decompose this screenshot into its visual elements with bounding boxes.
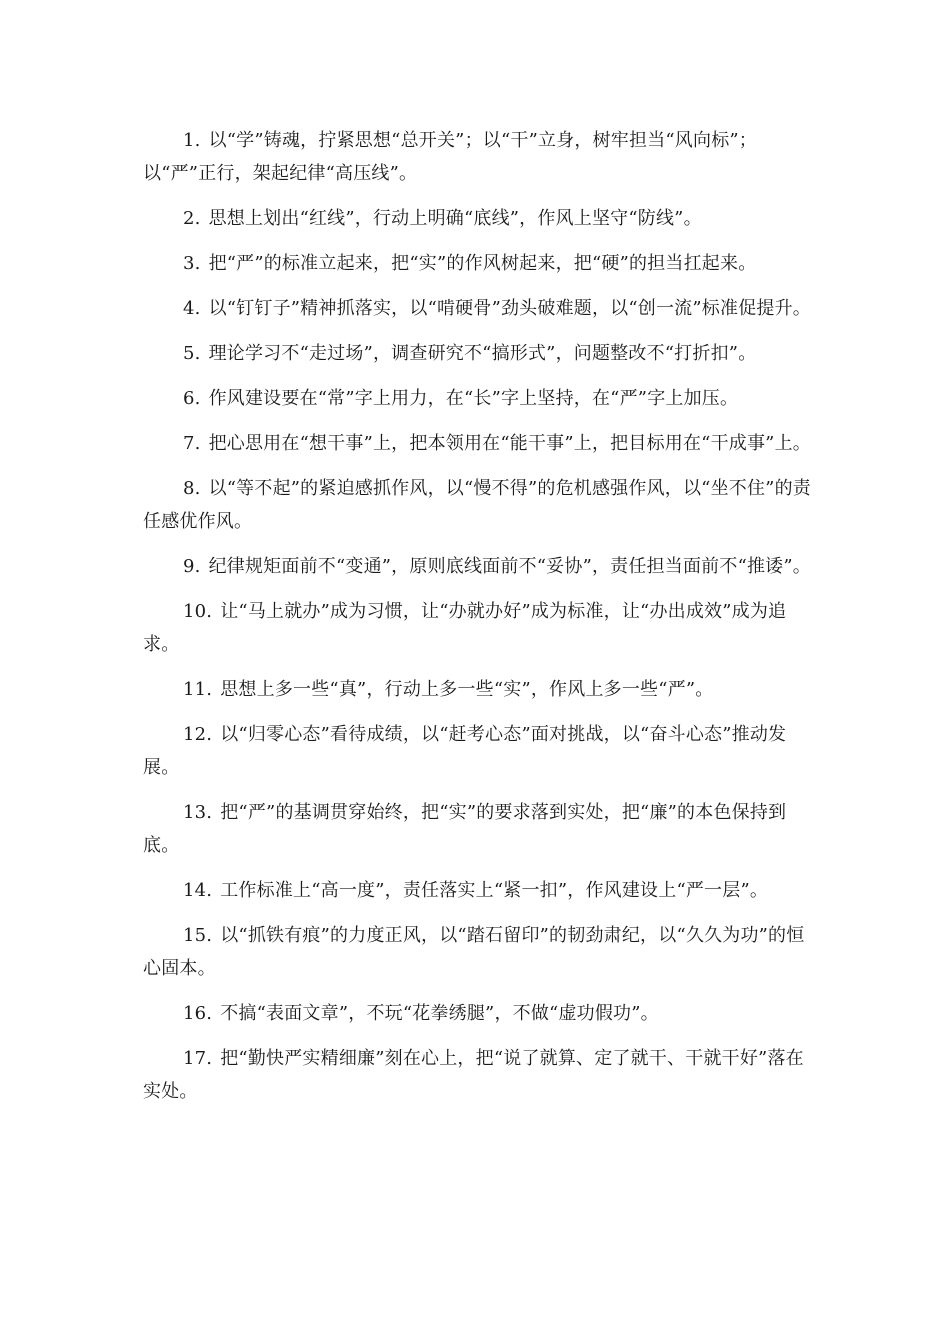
- list-item: [143, 472, 813, 538]
- list-item: [143, 550, 813, 583]
- list-item: [143, 919, 813, 985]
- item-text: 以“抓铁有痕”的力度正风，以“踏石留印”的韧劲肃纪，以“久久为功”的恒心固本。: [143, 925, 805, 979]
- item-number: 11.: [183, 679, 213, 700]
- item-number: 12.: [183, 724, 213, 745]
- item-number: 7.: [183, 433, 201, 454]
- item-text: 把“勤快严实精细廉”刻在心上，把“说了就算、定了就干、干就干好”落在实处。: [143, 1048, 804, 1102]
- item-number: 13.: [183, 802, 213, 823]
- item-text: 作风建设要在“常”字上用力，在“长”字上坚持，在“严”字上加压。: [208, 388, 739, 409]
- item-number: 16.: [183, 1003, 213, 1024]
- item-text: 以“钉钉子”精神抓落实，以“啃硬骨”劲头破难题，以“创一流”标准促提升。: [208, 298, 811, 319]
- item-text: 不搞“表面文章”，不玩“花拳绣腿”，不做“虚功假功”。: [220, 1003, 659, 1024]
- item-number: 1.: [183, 130, 201, 151]
- list-item: [143, 796, 813, 862]
- item-number: 6.: [183, 388, 201, 409]
- list-item: [143, 202, 813, 235]
- list-item: [143, 382, 813, 415]
- list-item: [143, 595, 813, 661]
- list-item: [143, 1042, 813, 1108]
- list-item: [143, 337, 813, 370]
- document-body: [143, 124, 813, 1120]
- item-text: 把“严”的基调贯穿始终，把“实”的要求落到实处，把“廉”的本色保持到底。: [143, 802, 787, 856]
- list-item: [143, 718, 813, 784]
- item-text: 理论学习不“走过场”，调查研究不“搞形式”，问题整改不“打折扣”。: [208, 343, 757, 364]
- list-item: [143, 673, 813, 706]
- list-item: [143, 292, 813, 325]
- item-number: 8.: [183, 478, 201, 499]
- item-text: 思想上多一些“真”，行动上多一些“实”，作风上多一些“严”。: [220, 679, 714, 700]
- item-text: 思想上划出“红线”，行动上明确“底线”，作风上坚守“防线”。: [208, 208, 702, 229]
- item-number: 3.: [183, 253, 201, 274]
- item-number: 15.: [183, 925, 213, 946]
- item-text: 纪律规矩面前不“变通”，原则底线面前不“妥协”，责任担当面前不“推诿”。: [208, 556, 811, 577]
- item-text: 以“学”铸魂，拧紧思想“总开关”；以“干”立身，树牢担当“风向标”；以“严”正行，架起纪律“高压线”。: [143, 130, 757, 184]
- list-item: [143, 874, 813, 907]
- list-item: [143, 124, 813, 190]
- item-number: 9.: [183, 556, 201, 577]
- item-number: 2.: [183, 208, 201, 229]
- item-text: 以“归零心态”看待成绩，以“赶考心态”面对挑战，以“奋斗心态”推动发展。: [143, 724, 787, 778]
- item-text: 把“严”的标准立起来，把“实”的作风树起来，把“硬”的担当扛起来。: [208, 253, 757, 274]
- item-text: 以“等不起”的紧迫感抓作风，以“慢不得”的危机感强作风，以“坐不住”的责任感优作风。: [143, 478, 811, 532]
- list-item: [143, 427, 813, 460]
- item-text: 把心思用在“想干事”上，把本领用在“能干事”上，把目标用在“干成事”上。: [208, 433, 811, 454]
- item-number: 17.: [183, 1048, 213, 1069]
- item-number: 5.: [183, 343, 201, 364]
- list-item: [143, 247, 813, 280]
- item-number: 10.: [183, 601, 213, 622]
- item-text: 工作标准上“高一度”，责任落实上“紧一扣”，作风建设上“严一层”。: [220, 880, 769, 901]
- item-number: 14.: [183, 880, 213, 901]
- item-text: 让“马上就办”成为习惯，让“办就办好”成为标准，让“办出成效”成为追求。: [143, 601, 787, 655]
- item-number: 4.: [183, 298, 201, 319]
- list-item: [143, 997, 813, 1030]
